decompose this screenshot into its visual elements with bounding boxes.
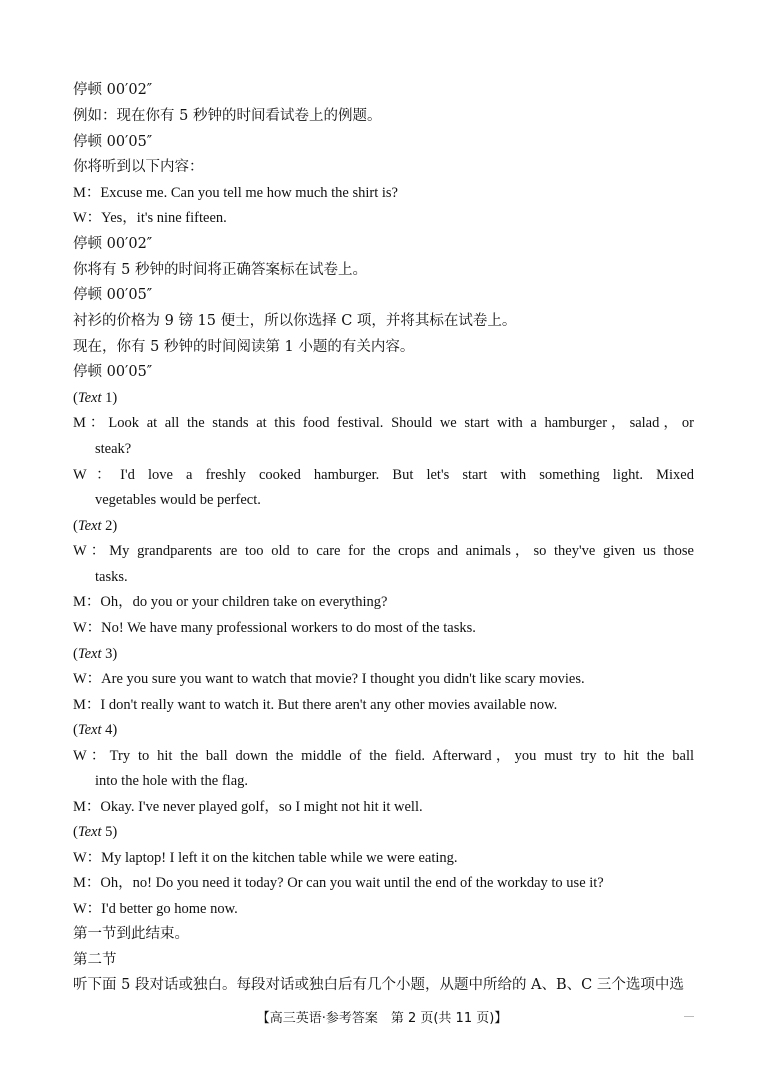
text-4-label: (Text 4) — [73, 722, 118, 738]
text-3-w-line: W：Are you sure you want to watch that movie? I thought you didn't like scary movies. — [73, 671, 585, 687]
text-2-w-line-cont: tasks. — [95, 569, 128, 585]
page-footer: 【高三英语·参考答案 第 2 页(共 11 页)】 — [256, 1011, 508, 1026]
example-explanation: 衬衫的价格为 9 镑 15 便士，所以你选择 C 项，并将其标在试卷上。 — [73, 313, 517, 329]
text-4-w-line-cont: into the hole with the flag. — [95, 773, 249, 789]
text-5-m-line: M：Oh，no! Do you need it today? Or can you wait until the end of the workday to use it? — [73, 875, 604, 891]
example-instruction: 例如：现在你有 5 秒钟的时间看试卷上的例题。 — [73, 108, 382, 124]
pause-line: 停顿 00′05″ — [73, 364, 153, 380]
text-2-w-line-2: W：No! We have many professional workers to do most of the tasks. — [73, 620, 476, 636]
text-4-w-line: W：Try to hit the ball down the middle of the field. Afterward，you must try to hit the ball — [73, 748, 694, 764]
text-1-label: (Text 1) — [73, 390, 118, 406]
section-1-end: 第一节到此结束。 — [73, 926, 189, 942]
text-5-w-line: W：My laptop! I left it on the kitchen table while we were eating. — [73, 850, 458, 866]
pause-line: 停顿 00′05″ — [73, 134, 153, 150]
section-2-instruction: 听下面 5 段对话或独白。每段对话或独白后有几个小题，从题中所给的 A、B、C 三个选项中选 — [73, 977, 684, 993]
text-1-m-line: M：Look at all the stands at this food festival. Should we start with a hamburger，salad，or — [73, 415, 694, 431]
text-3-label: (Text 3) — [73, 646, 118, 662]
text-4-m-line: M：Okay. I've never played golf，so I might not hit it well. — [73, 799, 423, 815]
pause-line: 停顿 00′05″ — [73, 287, 153, 303]
text-1-m-line-cont: steak? — [95, 441, 132, 457]
text-5-label: (Text 5) — [73, 824, 118, 840]
corner-mark — [684, 1016, 694, 1017]
text-1-w-line: W：I'd love a freshly cooked hamburger. But let's start with something light. Mixed — [73, 467, 694, 483]
pause-line: 停顿 00′02″ — [73, 82, 153, 98]
mark-answer-instruction: 你将有 5 秒钟的时间将正确答案标在试卷上。 — [73, 262, 367, 278]
read-question-instruction: 现在，你有 5 秒钟的时间阅读第 1 小题的有关内容。 — [73, 339, 415, 355]
example-dialogue-m: M：Excuse me. Can you tell me how much the shirt is? — [73, 185, 398, 201]
section-2-heading: 第二节 — [73, 952, 117, 968]
hear-following-line: 你将听到以下内容： — [73, 159, 204, 175]
text-2-m-line: M：Oh，do you or your children take on everything? — [73, 594, 388, 610]
text-2-w-line: W：My grandparents are too old to care for the crops and animals，so they've given us those — [73, 543, 694, 559]
text-5-w-line-2: W：I'd better go home now. — [73, 901, 238, 917]
example-dialogue-w: W：Yes，it's nine fifteen. — [73, 210, 227, 226]
text-1-w-line-cont: vegetables would be perfect. — [95, 492, 261, 508]
pause-line: 停顿 00′02″ — [73, 236, 153, 252]
text-3-m-line: M：I don't really want to watch it. But there aren't any other movies available now. — [73, 697, 558, 713]
text-2-label: (Text 2) — [73, 518, 118, 534]
